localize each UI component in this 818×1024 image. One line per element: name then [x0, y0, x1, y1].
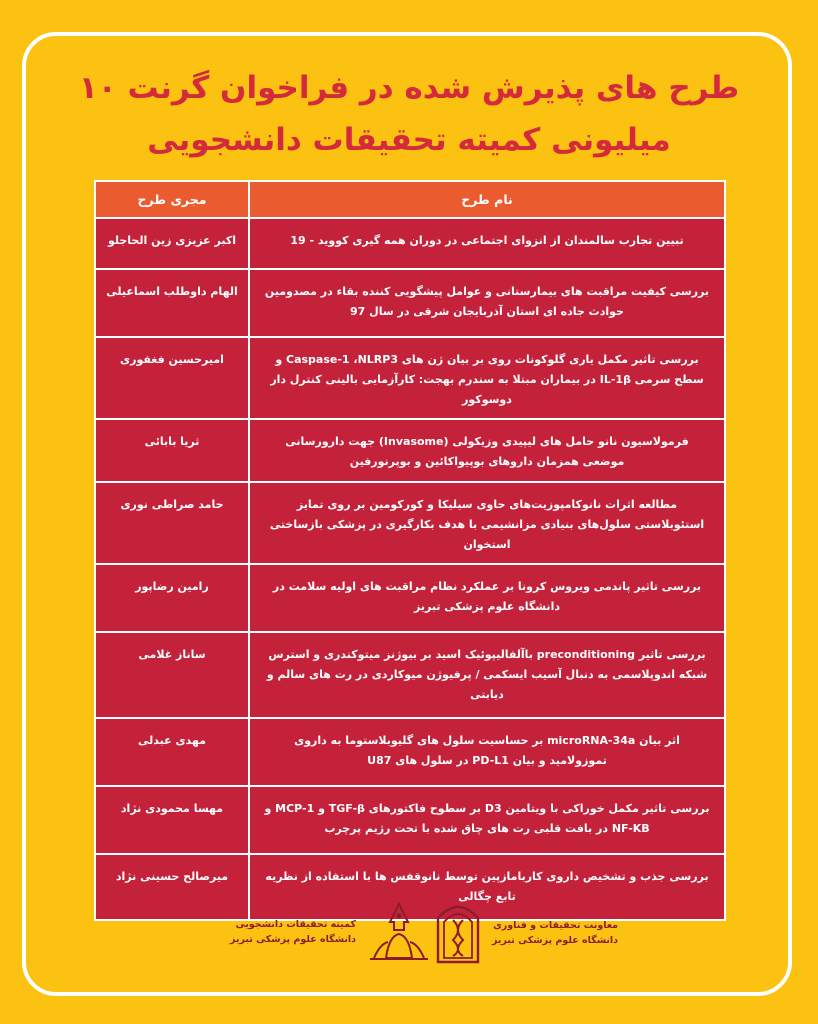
executor-cell: الهام داوطلب اسماعیلی: [95, 269, 249, 337]
executor-cell: مهسا محمودی نژاد: [95, 786, 249, 854]
project-cell: بررسی تاثیر preconditioning باآلفالیپوئیک اسید بر بیوژنز میتوکندری و استرس شبکه اندوپلاسمی به دنبال آسیب ایسکمی / پرفیوژن میوکاردی در رت های سالم و دیابتی: [249, 632, 725, 718]
table-header-row: [95, 181, 725, 218]
project-cell: فرمولاسیون نانو حامل های لیپیدی وزیکولی (Invasome) جهت دارورسانی موضعی همزمان داروهای بوپیواکائین و بوپرنورفین: [249, 419, 725, 482]
table-row: [95, 218, 725, 269]
executor-cell: ساناز غلامی: [95, 632, 249, 718]
title-line-1: طرح های پذیرش شده در فراخوان گرنت ۱۰: [78, 70, 740, 106]
executor-cell: رامین رضاپور: [95, 564, 249, 632]
table-row: [95, 269, 725, 337]
student-research-committee-logo: [230, 900, 434, 964]
header-project-name: نام طرح: [249, 181, 725, 218]
project-cell: بررسی تاثیر پاندمی ویروس کرونا بر عملکرد نظام مراقبت های اولیه سلامت در دانشگاه علوم پزشکی تبریز: [249, 564, 725, 632]
student-committee-university: دانشگاه علوم پزشکی تبریز: [230, 934, 357, 945]
header-executor: مجری طرح: [95, 181, 249, 218]
page-title: [60, 62, 758, 166]
project-cell: بررسی کیفیت مراقبت های بیمارستانی و عوامل پیشگویی کننده بقاء در مصدومین حوادث جاده ای استان آذربایجان شرقی در سال 97: [249, 269, 725, 337]
book-dna-emblem-icon: [432, 900, 484, 966]
project-cell: اثر بیان microRNA-34a بر حساسیت سلول های گلیوبلاستوما به داروی تموزولامید و بیان PD-L1 در سلول های U87: [249, 718, 725, 786]
footer-logos: [0, 900, 818, 980]
table-row: [95, 564, 725, 632]
student-committee-name: کمیته تحقیقات دانشجویی: [235, 919, 357, 930]
table-row: [95, 337, 725, 419]
project-cell: مطالعه اثرات نانوکامپوزیت‌های حاوی سیلیکا و کورکومین بر روی تمایز استئوبلاستی سلول‌های بنیادی مزانشیمی با هدف بکارگیری در پزشکی بازساختی استخوان: [249, 482, 725, 564]
research-vice-chancellor-logo: [432, 900, 618, 966]
research-office-name: معاونت تحقیقات و فناوری: [493, 920, 619, 931]
table-row: [95, 482, 725, 564]
executor-cell: میرصالح حسینی نژاد: [95, 854, 249, 920]
research-office-university: دانشگاه علوم پزشکی تبریز: [492, 935, 619, 946]
table-row: [95, 786, 725, 854]
executor-cell: مهدی عبدلی: [95, 718, 249, 786]
title-line-2: میلیونی کمیته تحقیقات دانشجویی: [147, 122, 671, 158]
executor-cell: ثریا بابائی: [95, 419, 249, 482]
project-cell: بررسی تاثیر مکمل خوراکی با ویتامین D3 بر سطوح فاکتورهای TGF-β و MCP-1 و NF-KB در بافت قلبی رت های چاق شده با تحت رژیم پرچرب: [249, 786, 725, 854]
executor-cell: حامد صراطی نوری: [95, 482, 249, 564]
table-row: [95, 718, 725, 786]
executor-cell: اکبر عزیزی زین الحاجلو: [95, 218, 249, 269]
executor-cell: امیرحسین فغفوری: [95, 337, 249, 419]
pen-emblem-icon: [364, 900, 434, 964]
research-logo-text: [492, 918, 618, 948]
project-cell: بررسی جذب و تشخیص داروی کاربامازپین توسط نانوقفس ها با استفاده از نظریه تابع چگالی: [249, 854, 725, 920]
student-committee-logo-text: [230, 917, 356, 947]
project-cell: تبیین تجارب سالمندان از انزوای اجتماعی در دوران همه گیری کووید - 19: [249, 218, 725, 269]
table-row: [95, 419, 725, 482]
project-cell: بررسی تاثیر مکمل یاری گلوکونات روی بر بیان ژن های Caspase-1 ،NLRP3 و سطح سرمی IL-1β در بیماران مبتلا به سندرم بهجت: کارآزمایی بالینی کنترل دار دوسوکور: [249, 337, 725, 419]
projects-table: [94, 180, 726, 921]
table-row: [95, 632, 725, 718]
